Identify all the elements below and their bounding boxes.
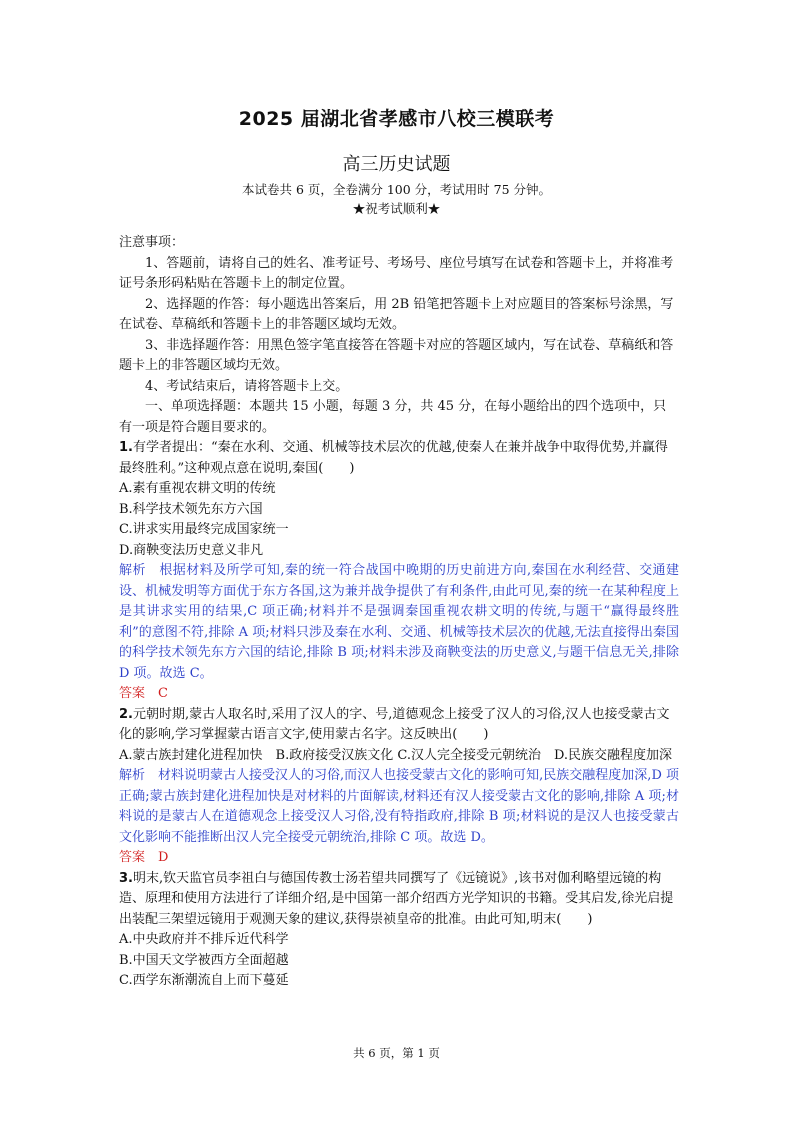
answer-1: 答案 C [119, 686, 168, 701]
option-b: B.中国天文学被西方全面超越 [119, 952, 289, 968]
exam-info: 本试卷共 6 页，全卷满分 100 分，考试用时 75 分钟。 [241, 182, 552, 197]
question-number: 3. [119, 870, 133, 886]
question-stem: 明末,钦天监官员李祖白与德国传教士汤若望共同撰写了《远镜说》,该书对伽利略望远镜的构造、原理和使用方法进行了详细介绍,是中国第一部介绍西方光学知识的书籍。受其启发,徐光启提出装配三架望远镜用于观测天象的建议,获得崇祯皇帝的批准。由此可知,明末( ) [119, 870, 674, 927]
option-b: B.科学技术领先东方六国 [119, 501, 263, 517]
exam-wish: ★祝考试顺利★ [352, 201, 441, 216]
option-c: C.讲求实用最终完成国家统一 [119, 522, 289, 537]
exam-title: 2025 届湖北省孝感市八校三模联考 [238, 108, 555, 130]
question-3 [119, 869, 679, 931]
question-stem: 有学者提出：“秦在水利、交通、机械等技术层次的优越,使秦人在兼并战争中取得优势,并赢得最终胜利。”这种观点意在说明,秦国( ) [119, 440, 668, 476]
section-heading: 一、单项选择题：本题共 15 小题，每题 3 分，共 45 分，在每小题给出的四个选项中，只有一项是符合题目要求的。 [119, 399, 667, 435]
question-number: 2. [119, 706, 133, 722]
option-a: A.中央政府并不排斥近代科学 [119, 932, 289, 947]
options-2: A.蒙古族封建化进程加快 B.政府接受汉族文化 C.汉人完全接受元朝统治 D.民族交融程度加深 [119, 747, 673, 763]
exam-subtitle: 高三历史试题 [342, 154, 451, 175]
exam-body [119, 233, 679, 992]
page-footer: 共 6 页，第 1 页 [353, 1046, 440, 1060]
answer-2: 答案 D [119, 850, 169, 865]
option-d: D.商鞅变法历史意义非凡 [119, 542, 264, 558]
note-item: 1、答题前，请将自己的姓名、准考证号、考场号、座位号填写在试卷和答题卡上，并将准考证号条形码粘贴在答题卡上的制定位置。 [119, 255, 674, 291]
note-item: 2、选择题的作答：每小题选出答案后，用 2B 铅笔把答题卡上对应题目的答案标号涂黑，写在试卷、草稿纸和答题卡上的非答题区域均无效。 [119, 296, 674, 332]
question-number: 1. [119, 440, 133, 455]
analysis-2: 解析 材料说明蒙古人接受汉人的习俗,而汉人也接受蒙古文化的影响可知,民族交融程度加深,D 项正确;蒙古族封建化进程加快是对材料的片面解读,材料还有汉人接受蒙古文化的影响,排除 A 项;材料说的是蒙古人在道德观念上接受汉人习俗,没有特指政府,排除 B 项;材料说的是汉人也接受蒙古文化影响不能推断出汉人完全接受元朝统治,排除 C 项。故选 D。 [119, 768, 679, 845]
question-2 [119, 705, 679, 746]
note-item: 4、考试结束后，请将答题卡上交。 [145, 378, 349, 394]
notes-heading: 注意事项： [119, 235, 185, 250]
option-c: C.西学东渐潮流自上而下蔓延 [119, 973, 289, 988]
note-item: 3、非选择题作答：用黑色签字笔直接答在答题卡对应的答题区域内，写在试卷、草稿纸和答题卡上的非答题区域均无效。 [119, 337, 674, 373]
question-stem: 元朝时期,蒙古人取名时,采用了汉人的字、号,道德观念上接受了汉人的习俗,汉人也接受蒙古文化的影响,学习掌握蒙古语言文字,使用蒙古名字。这反映出( ) [119, 706, 670, 742]
analysis-1: 解析 根据材料及所学可知,秦的统一符合战国中晚期的历史前进方向,秦国在水利经营、交通建设、机械发明等方面优于东方各国,这为兼并战争提供了有利条件,由此可见,秦的统一在某种程度上是其讲求实用的结果,C 项正确;材料并不是强调秦国重视农耕文明的传统,与题干“赢得最终胜利”的意图不符,排除 A 项;材料只涉及秦在水利、交通、机械等技术层次的优越,无法直接得出秦国的科学技术领先东方六国的结论,排除 B 项;材料未涉及商鞅变法的历史意义,与题干信息无关,排除 D 项。故选 C。 [119, 563, 679, 681]
question-1 [119, 438, 679, 479]
option-a: A.素有重视农耕文明的传统 [119, 481, 276, 496]
